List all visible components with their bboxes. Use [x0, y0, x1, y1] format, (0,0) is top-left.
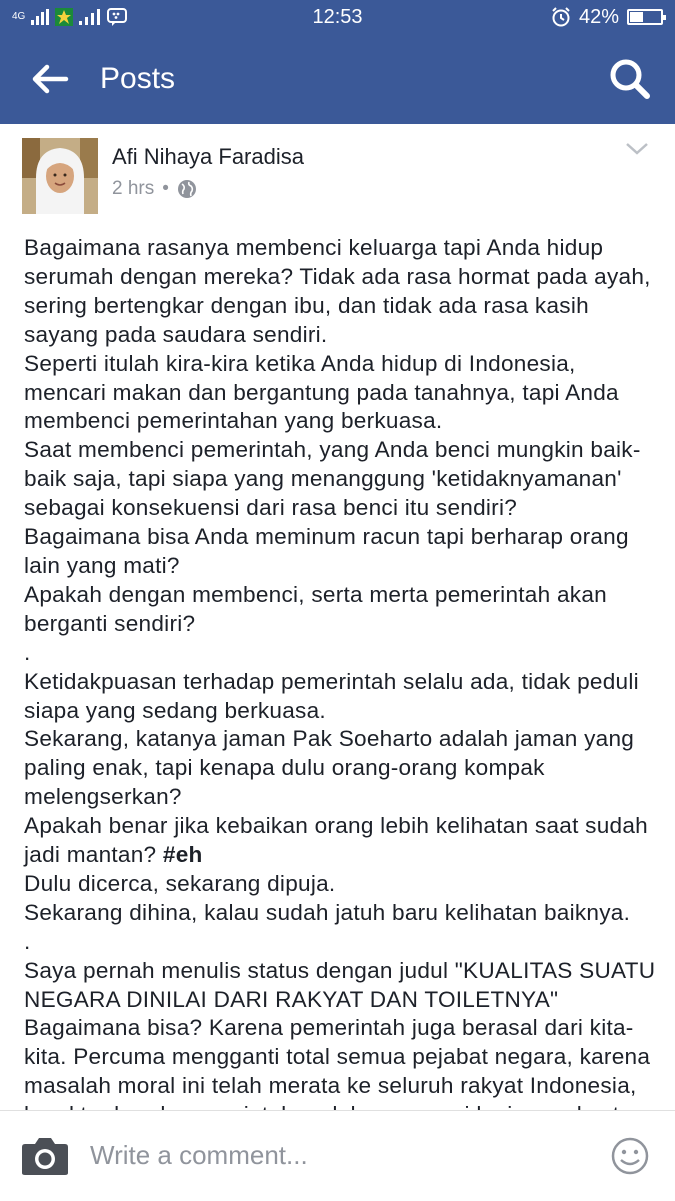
- alarm-icon: [551, 7, 571, 27]
- meta-separator: •: [162, 178, 169, 199]
- post-paragraph: Bagaimana rasanya membenci keluarga tapi Anda hidup serumah dengan mereka? Tidak ada rasa hormat pada ayah, sering bertengkar dengan ibu, dan tidak ada rasa kasih sayang pada saudara sendiri.: [24, 235, 651, 347]
- signal-icon-2: [79, 9, 101, 25]
- page-title: Posts: [100, 62, 176, 95]
- bbm-icon: [107, 8, 127, 26]
- post-text: Apakah benar jika kebaikan orang lebih kelihatan saat sudah jadi mantan?: [24, 813, 648, 868]
- status-right: [551, 6, 663, 29]
- post-paragraph: Ketidakpuasan terhadap pemerintah selalu ada, tidak peduli siapa yang sedang berkuasa.: [24, 668, 639, 723]
- chevron-down-icon: [625, 142, 649, 156]
- post-paragraph: .: [24, 928, 31, 954]
- emoji-button[interactable]: [585, 1111, 675, 1201]
- post-paragraph: Sekarang dihina, kalau sudah jatuh baru kelihatan baiknya.: [24, 899, 631, 925]
- avatar-image: [22, 138, 98, 214]
- post-paragraph: Apakah dengan membenci, serta merta pemerintah akan berganti sendiri?: [24, 581, 607, 636]
- post-paragraph: Sekarang, katanya jaman Pak Soeharto adalah jaman yang paling enak, tapi kenapa dulu orang-orang kompak melengserkan?: [24, 726, 635, 810]
- status-left: [12, 8, 127, 26]
- network-type: 4G: [12, 11, 26, 22]
- post-paragraph: Dulu dicerca, sekarang dipuja.: [24, 870, 336, 896]
- avatar[interactable]: [22, 138, 98, 214]
- post-paragraph: Bagaimana bisa Anda meminum racun tapi berharap orang lain yang mati?: [24, 524, 629, 578]
- post-options-button[interactable]: [625, 142, 649, 161]
- search-icon: [609, 58, 651, 100]
- app-notification-icon: [55, 8, 73, 26]
- post-header: [0, 124, 675, 224]
- app-bar: [0, 34, 675, 124]
- camera-icon: [21, 1136, 69, 1176]
- post-paragraph: Saya pernah menulis status dengan judul "KUALITAS SUATU NEGARA DINILAI DARI RAKYAT DAN TOILETNYA": [24, 957, 656, 1012]
- post-time[interactable]: 2 hrs: [112, 178, 155, 199]
- status-time: 12:53: [312, 5, 363, 28]
- smiley-icon: [610, 1136, 650, 1176]
- post-paragraph: .: [24, 639, 31, 665]
- status-bar: [0, 0, 675, 34]
- battery-percent: 42%: [578, 5, 619, 28]
- post-author[interactable]: Afi Nihaya Faradisa: [112, 144, 304, 169]
- globe-icon: [177, 179, 197, 199]
- comment-input[interactable]: [90, 1126, 585, 1186]
- comment-bar: [0, 1110, 675, 1200]
- back-button[interactable]: [0, 34, 100, 124]
- post-paragraph: Saat membenci pemerintah, yang Anda benci mungkin baik-baik saja, tapi siapa yang menanggung 'ketidaknyamanan' sebagai konsekuensi dari rasa benci itu sendiri?: [24, 437, 641, 521]
- post-body: [24, 234, 664, 1110]
- battery-icon: [627, 9, 663, 25]
- back-arrow-icon: [32, 64, 68, 94]
- post-paragraph-with-hashtag: [24, 812, 664, 870]
- camera-button[interactable]: [0, 1111, 90, 1201]
- post-paragraph: Seperti itulah kira-kira ketika Anda hidup di Indonesia, mencari makan dan bergantung pada tanahnya, tapi Anda membenci pemerintahan yang berkuasa.: [24, 350, 619, 434]
- signal-icon: [31, 9, 49, 25]
- post-paragraph: Bagaimana bisa? Karena pemerintah juga berasal dari kita-kita. Percuma mengganti total semua pejabat negara, karena masalah moral ini telah merata ke seluruh rakyat Indonesia,: [24, 1015, 651, 1099]
- hashtag-link[interactable]: #eh: [162, 842, 203, 868]
- post-meta: [112, 178, 197, 200]
- search-button[interactable]: [585, 34, 675, 124]
